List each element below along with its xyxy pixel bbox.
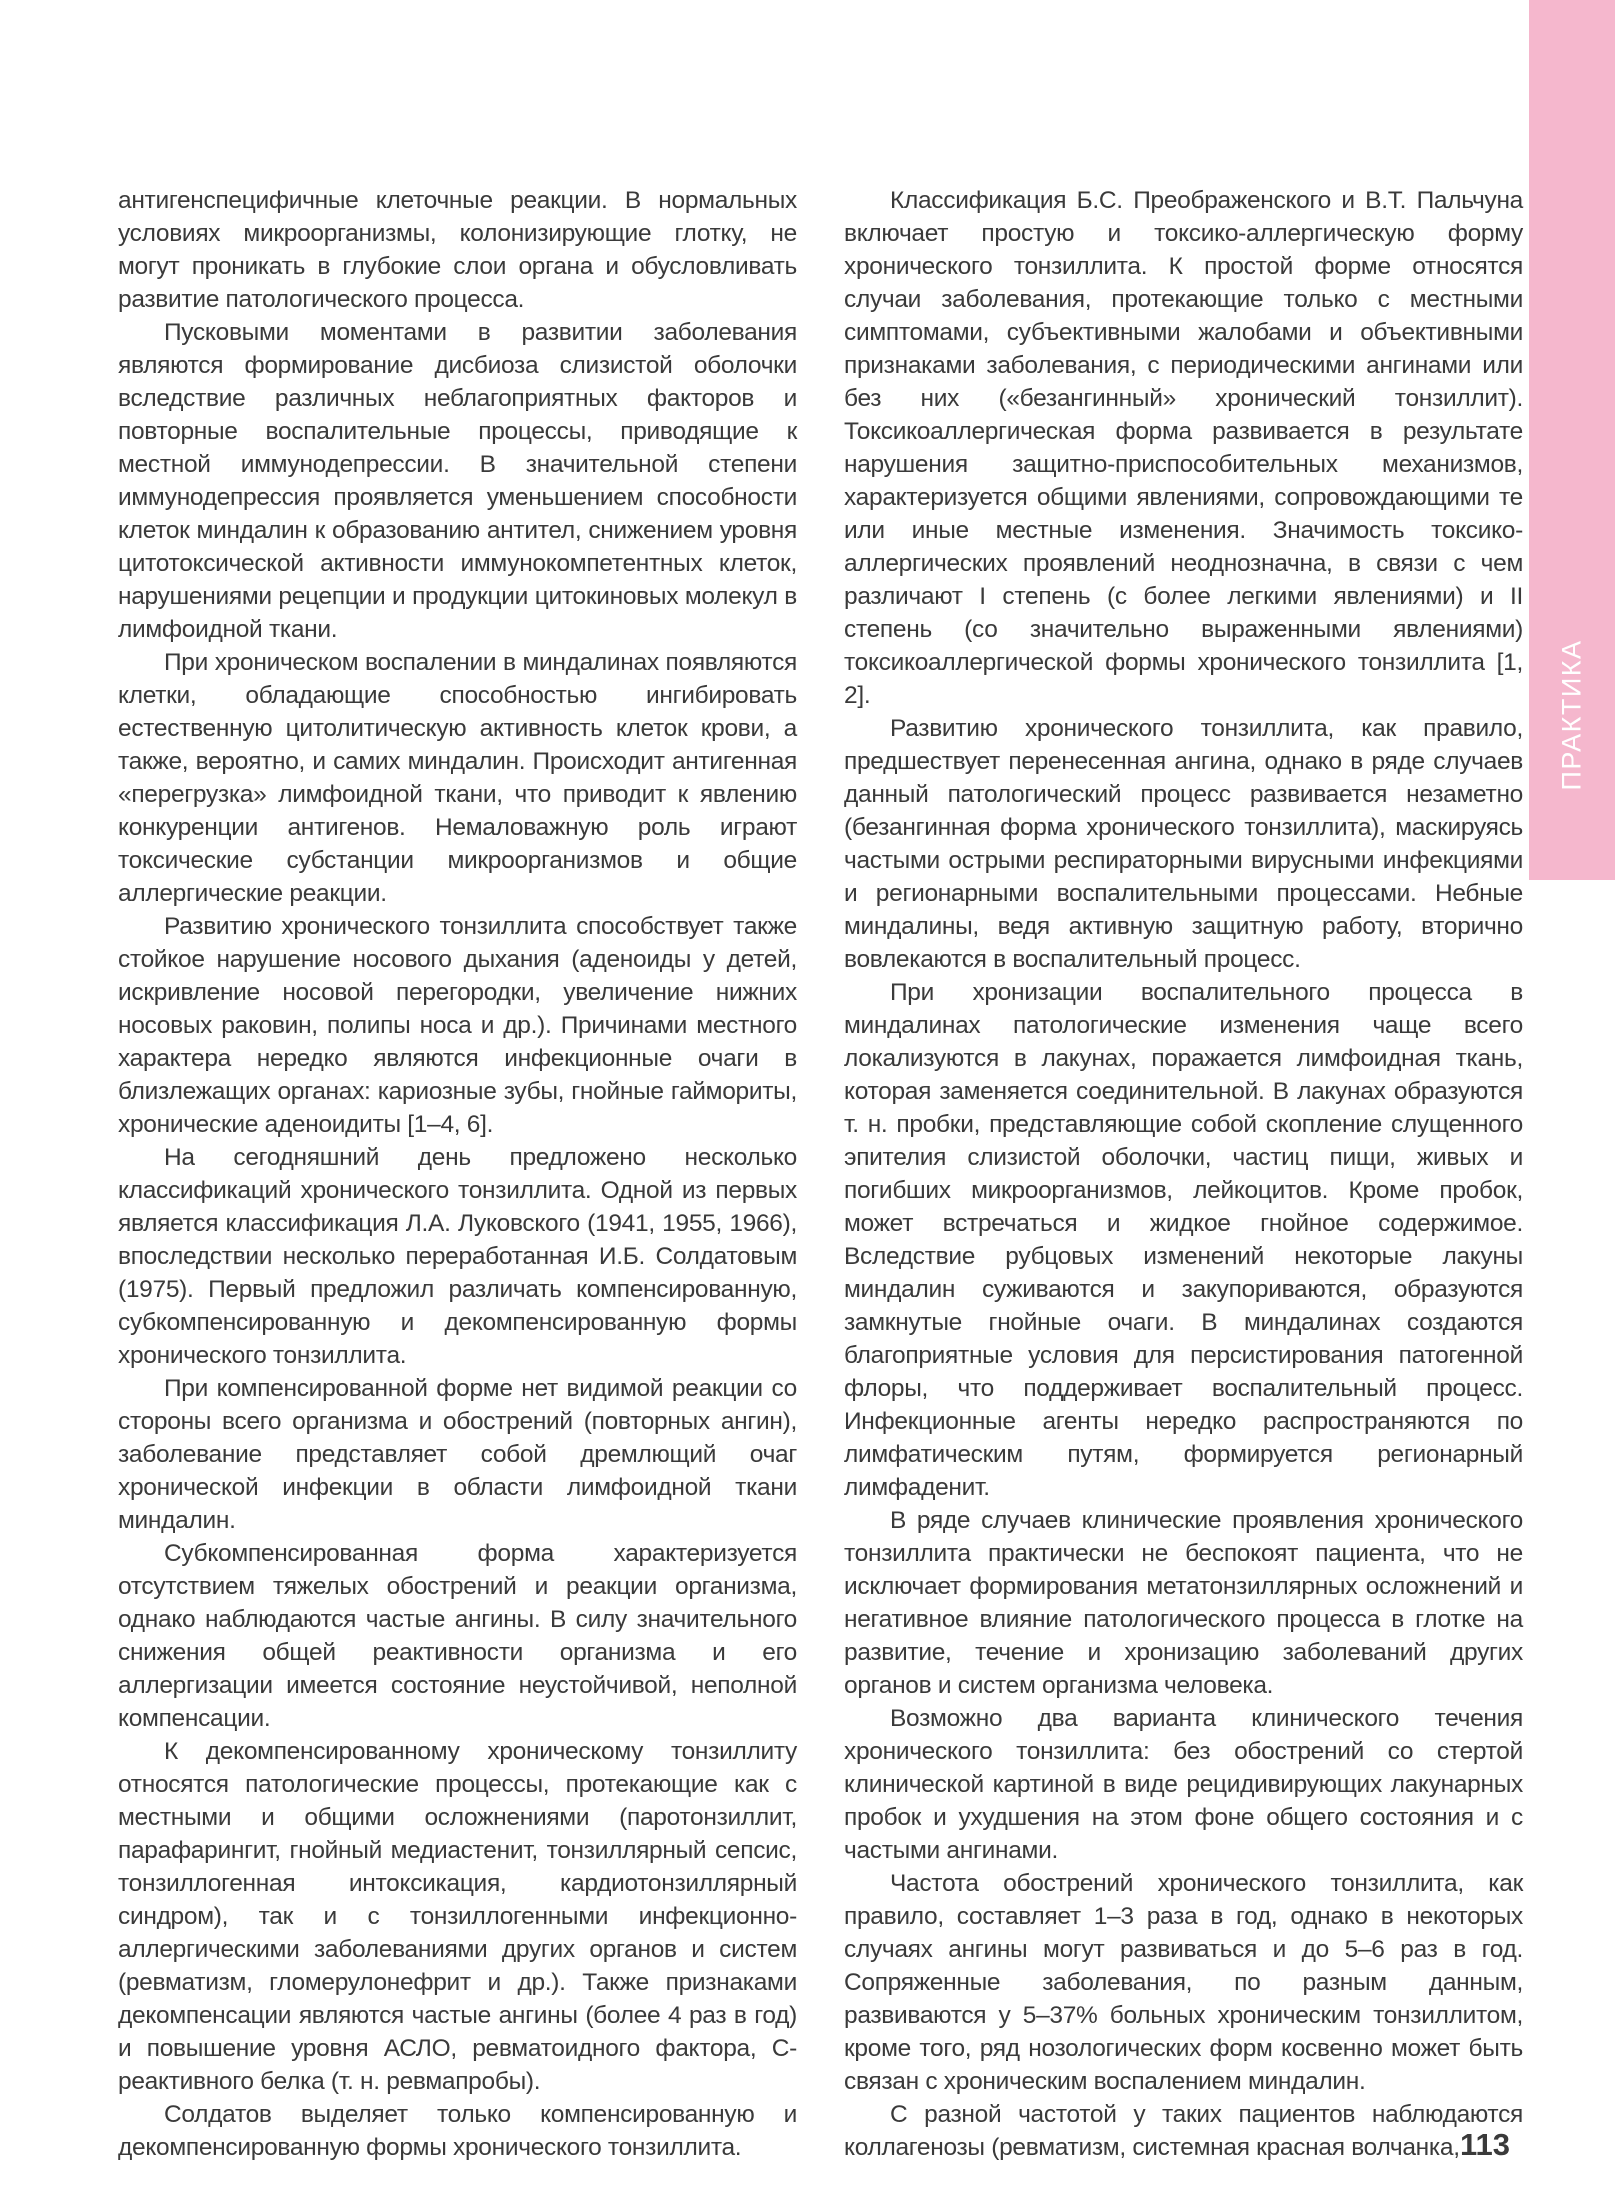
right-column xyxy=(844,184,1523,2164)
paragraph: Развитию хронического тонзиллита способствует также стойкое нарушение носового дыхания (аденоиды у детей, искривление носовой перегородки, увеличение нижних носовых раковин, полипы носа и др.). Причинами местного характера нередко являются инфекционные очаги в близлежащих органах: кариозные зубы, гнойные гаймориты, хронические аденоидиты [1–4, 6]. xyxy=(118,913,797,1138)
paragraph: Частота обострений хронического тонзиллита, как правило, составляет 1–3 раза в год, однако в некоторых случаях ангины могут развиваться и до 5–6 раз в год. Сопряженные заболевания, по разным данным, развиваются у 5–37% больных хроническим тонзиллитом, кроме того, ряд нозологических форм косвенно может быть связан с хроническим воспалением миндалин. xyxy=(844,1870,1523,2095)
paragraph: антигенспецифичные клеточные реакции. В нормальных условиях микроорганизмы, колонизирующие глотку, не могут проникать в глубокие слои органа и обусловливать развитие патологического процесса. xyxy=(118,187,797,313)
paragraph: Пусковыми моментами в развитии заболевания являются формирование дисбиоза слизистой оболочки вследствие различных неблагоприятных факторов и повторные воспалительные процессы, приводящие к местной иммунодепрессии. В значительной степени иммунодепрессия проявляется уменьшением способности клеток миндалин к образованию антител, снижением уровня цитотоксической активности иммунокомпетентных клеток, нарушениями рецепции и продукции цитокиновых молекул в лимфоидной ткани. xyxy=(118,319,797,643)
paragraph: При хронизации воспалительного процесса в миндалинах патологические изменения чаще всего локализуются в лакунах, поражается лимфоидная ткань, которая заменяется соединительной. В лакунах образуются т. н. пробки, представляющие собой скопление слущенного эпителия слизистой оболочки, частиц пищи, живых и погибших микроорганизмов, лейкоцитов. Кроме пробок, может встречаться и жидкое гнойное содержимое. Вследствие рубцовых изменений некоторые лакуны миндалин суживаются и закупориваются, образуются замкнутые гнойные очаги. В миндалинах создаются благоприятные условия для персистирования патогенной флоры, что поддерживает воспалительный процесс. Инфекционные агенты нередко распространяются по лимфатическим путям, формируется регионарный лимфаденит. xyxy=(844,979,1523,1501)
practice-section-label: ПРАКТИКА xyxy=(1556,639,1587,791)
paragraph: Развитию хронического тонзиллита, как правило, предшествует перенесенная ангина, однако в ряде случаев данный патологический процесс развивается незаметно (безангинная форма хронического тонзиллита), маскируясь частыми острыми респираторными вирусными инфекциями и регионарными воспалительными процессами. Небные миндалины, ведя активную защитную работу, вторично вовлекаются в воспалительный процесс. xyxy=(844,715,1523,973)
paragraph: С разной частотой у таких пациентов наблюдаются коллагенозы (ревматизм, системная красная волчанка, xyxy=(844,2101,1523,2161)
paragraph: При компенсированной форме нет видимой реакции со стороны всего организма и обострений (повторных ангин), заболевание представляет собой дремлющий очаг хронической инфекции в области лимфоидной ткани миндалин. xyxy=(118,1375,797,1534)
paragraph: Классификация Б.С. Преображенского и В.Т. Пальчуна включает простую и токсико-аллергическую форму хронического тонзиллита. К простой форме относятся случаи заболевания, протекающие только с местными симптомами, субъективными жалобами и объективными признаками заболевания, с периодическими ангинами или без них («безангинный» хронический тонзиллит). Токсикоаллергическая форма развивается в результате нарушения защитно-приспособительных механизмов, характеризуется общими явлениями, сопровождающими те или иные местные изменения. Значимость токсико-аллергических проявлений неоднозначна, в связи с чем различают I степень (с более легкими явлениями) и II степень (со значительно выраженными явлениями) токсикоаллергической формы хронического тонзиллита [1, 2]. xyxy=(844,187,1523,709)
paragraph: Солдатов выделяет только компенсированную и декомпенсированную формы хронического тонзиллита. xyxy=(118,2101,797,2161)
left-column xyxy=(118,184,797,2164)
paragraph: Возможно два варианта клинического течения хронического тонзиллита: без обострений со стертой клинической картиной в виде рецидивирующих лакунарных пробок и ухудшения на этом фоне общего состояния и с частыми ангинами. xyxy=(844,1705,1523,1864)
paragraph: В ряде случаев клинические проявления хронического тонзиллита практически не беспокоят пациента, что не исключает формирования метатонзиллярных осложнений и негативное влияние патологического процесса в глотке на развитие, течение и хронизацию заболеваний других органов и систем организма человека. xyxy=(844,1507,1523,1699)
paragraph: К декомпенсированному хроническому тонзиллиту относятся патологические процессы, протекающие как с местными и общими осложнениями (паротонзиллит, парафарингит, гнойный медиастенит, тонзиллярный сепсис, тонзиллогенная интоксикация, кардиотонзиллярный синдром), так и с тонзиллогенными инфекционно-аллергическими заболеваниями других органов и систем (ревматизм, гломерулонефрит и др.). Также признаками декомпенсации являются частые ангины (более 4 раз в год) и повышение уровня АСЛО, ревматоидного фактора, С-реактивного белка (т. н. ревмапробы). xyxy=(118,1738,797,2095)
page-number: 113 xyxy=(1459,2127,1510,2162)
paragraph: При хроническом воспалении в миндалинах появляются клетки, обладающие способностью ингибировать естественную цитолитическую активность клеток крови, а также, вероятно, и самих миндалин. Происходит антигенная «перегрузка» лимфоидной ткани, что приводит к явлению конкуренции антигенов. Немаловажную роль играют токсические субстанции микроорганизмов и общие аллергические реакции. xyxy=(118,649,797,907)
paragraph: Субкомпенсированная форма характеризуется отсутствием тяжелых обострений и реакции организма, однако наблюдаются частые ангины. В силу значительного снижения общей реактивности организма и его аллергизации имеется состояние неустойчивой, неполной компенсации. xyxy=(118,1540,797,1732)
paragraph: На сегодняшний день предложено несколько классификаций хронического тонзиллита. Одной из первых является классификация Л.А. Луковского (1941, 1955, 1966), впоследствии несколько переработанная И.Б. Солдатовым (1975). Первый предложил различать компенсированную, субкомпенсированную и декомпенсированную формы хронического тонзиллита. xyxy=(118,1144,797,1369)
practice-sidebar-band xyxy=(1529,0,1615,880)
